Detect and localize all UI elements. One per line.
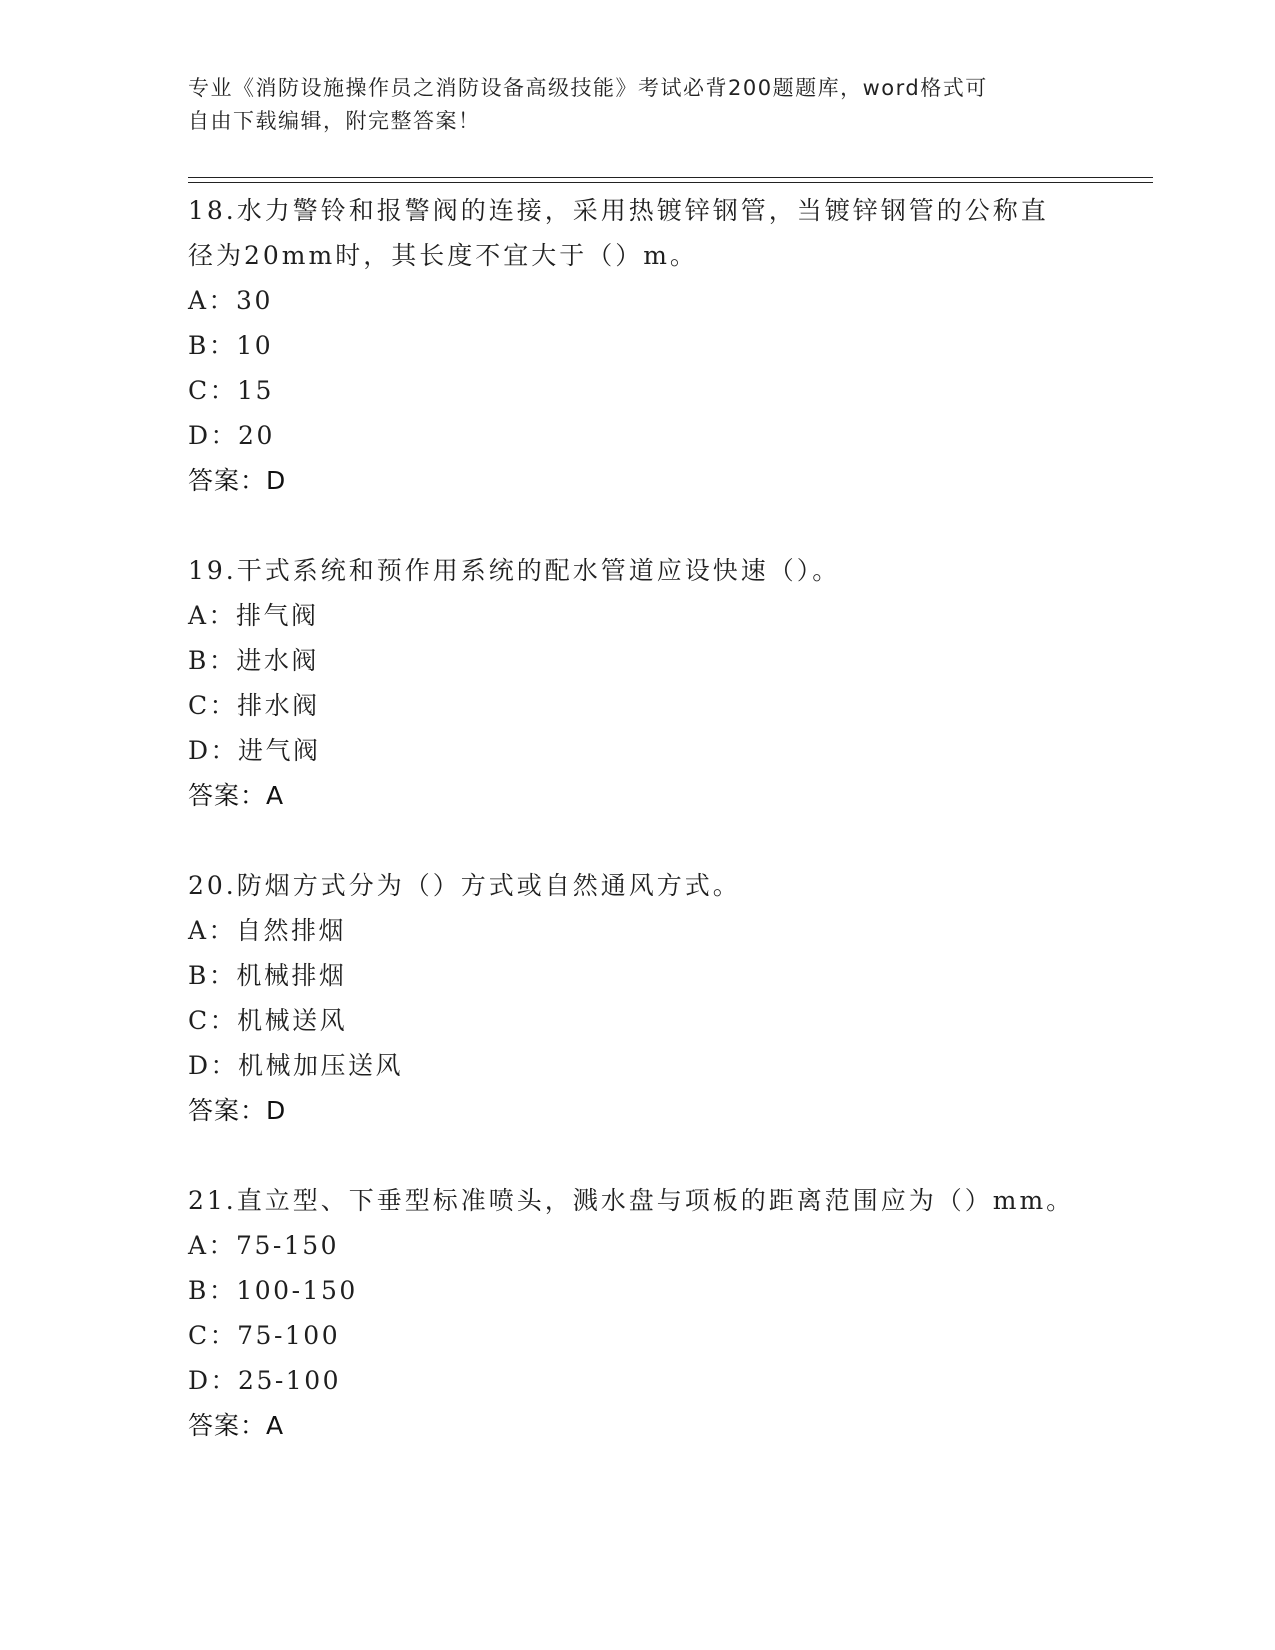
option-c: C：15 [188, 376, 274, 405]
option-c: C：机械送风 [188, 1006, 348, 1035]
answer-line: 答案：A [188, 781, 285, 810]
header-divider-top [188, 177, 1153, 178]
header-divider-bottom [188, 182, 1153, 183]
option-b: B：机械排烟 [188, 961, 347, 990]
option-a: A：排气阀 [188, 601, 319, 630]
option-a: A：30 [188, 286, 273, 315]
option-b: B：10 [188, 331, 274, 360]
option-d: D：25-100 [188, 1366, 342, 1395]
question-stem: 20.防烟方式分为（）方式或自然通风方式。 [188, 871, 741, 900]
answer-line: 答案：D [188, 466, 287, 495]
option-a: A：75-150 [188, 1231, 340, 1260]
question-stem: 21.直立型、下垂型标准喷头，溅水盘与项板的距离范围应为（）mm。 [188, 1186, 1075, 1215]
header-line-1: 专业《消防设施操作员之消防设备高级技能》考试必背200题题库，word格式可 [188, 76, 988, 100]
question-20 [188, 863, 1088, 1133]
question-stem: 19.干式系统和预作用系统的配水管道应设快速（）。 [188, 556, 841, 585]
question-list [188, 188, 1088, 1493]
option-c: C：排水阀 [188, 691, 320, 720]
answer-line: 答案：D [188, 1096, 287, 1125]
option-d: D：机械加压送风 [188, 1051, 404, 1080]
option-c: C：75-100 [188, 1321, 341, 1350]
option-d: D：20 [188, 421, 275, 450]
header-line-2: 自由下载编辑，附完整答案！ [188, 109, 481, 133]
question-19 [188, 548, 1088, 818]
question-stem-continued: 径为20mm时，其长度不宜大于（）m。 [188, 241, 698, 270]
answer-line: 答案：A [188, 1411, 285, 1440]
option-b: B：进水阀 [188, 646, 319, 675]
question-21 [188, 1178, 1088, 1448]
question-18 [188, 188, 1088, 503]
document-header [188, 72, 1068, 138]
option-b: B：100-150 [188, 1276, 358, 1305]
option-a: A：自然排烟 [188, 916, 347, 945]
option-d: D：进气阀 [188, 736, 321, 765]
question-stem: 18.水力警铃和报警阀的连接，采用热镀锌钢管，当镀锌钢管的公称直 [188, 196, 1049, 225]
